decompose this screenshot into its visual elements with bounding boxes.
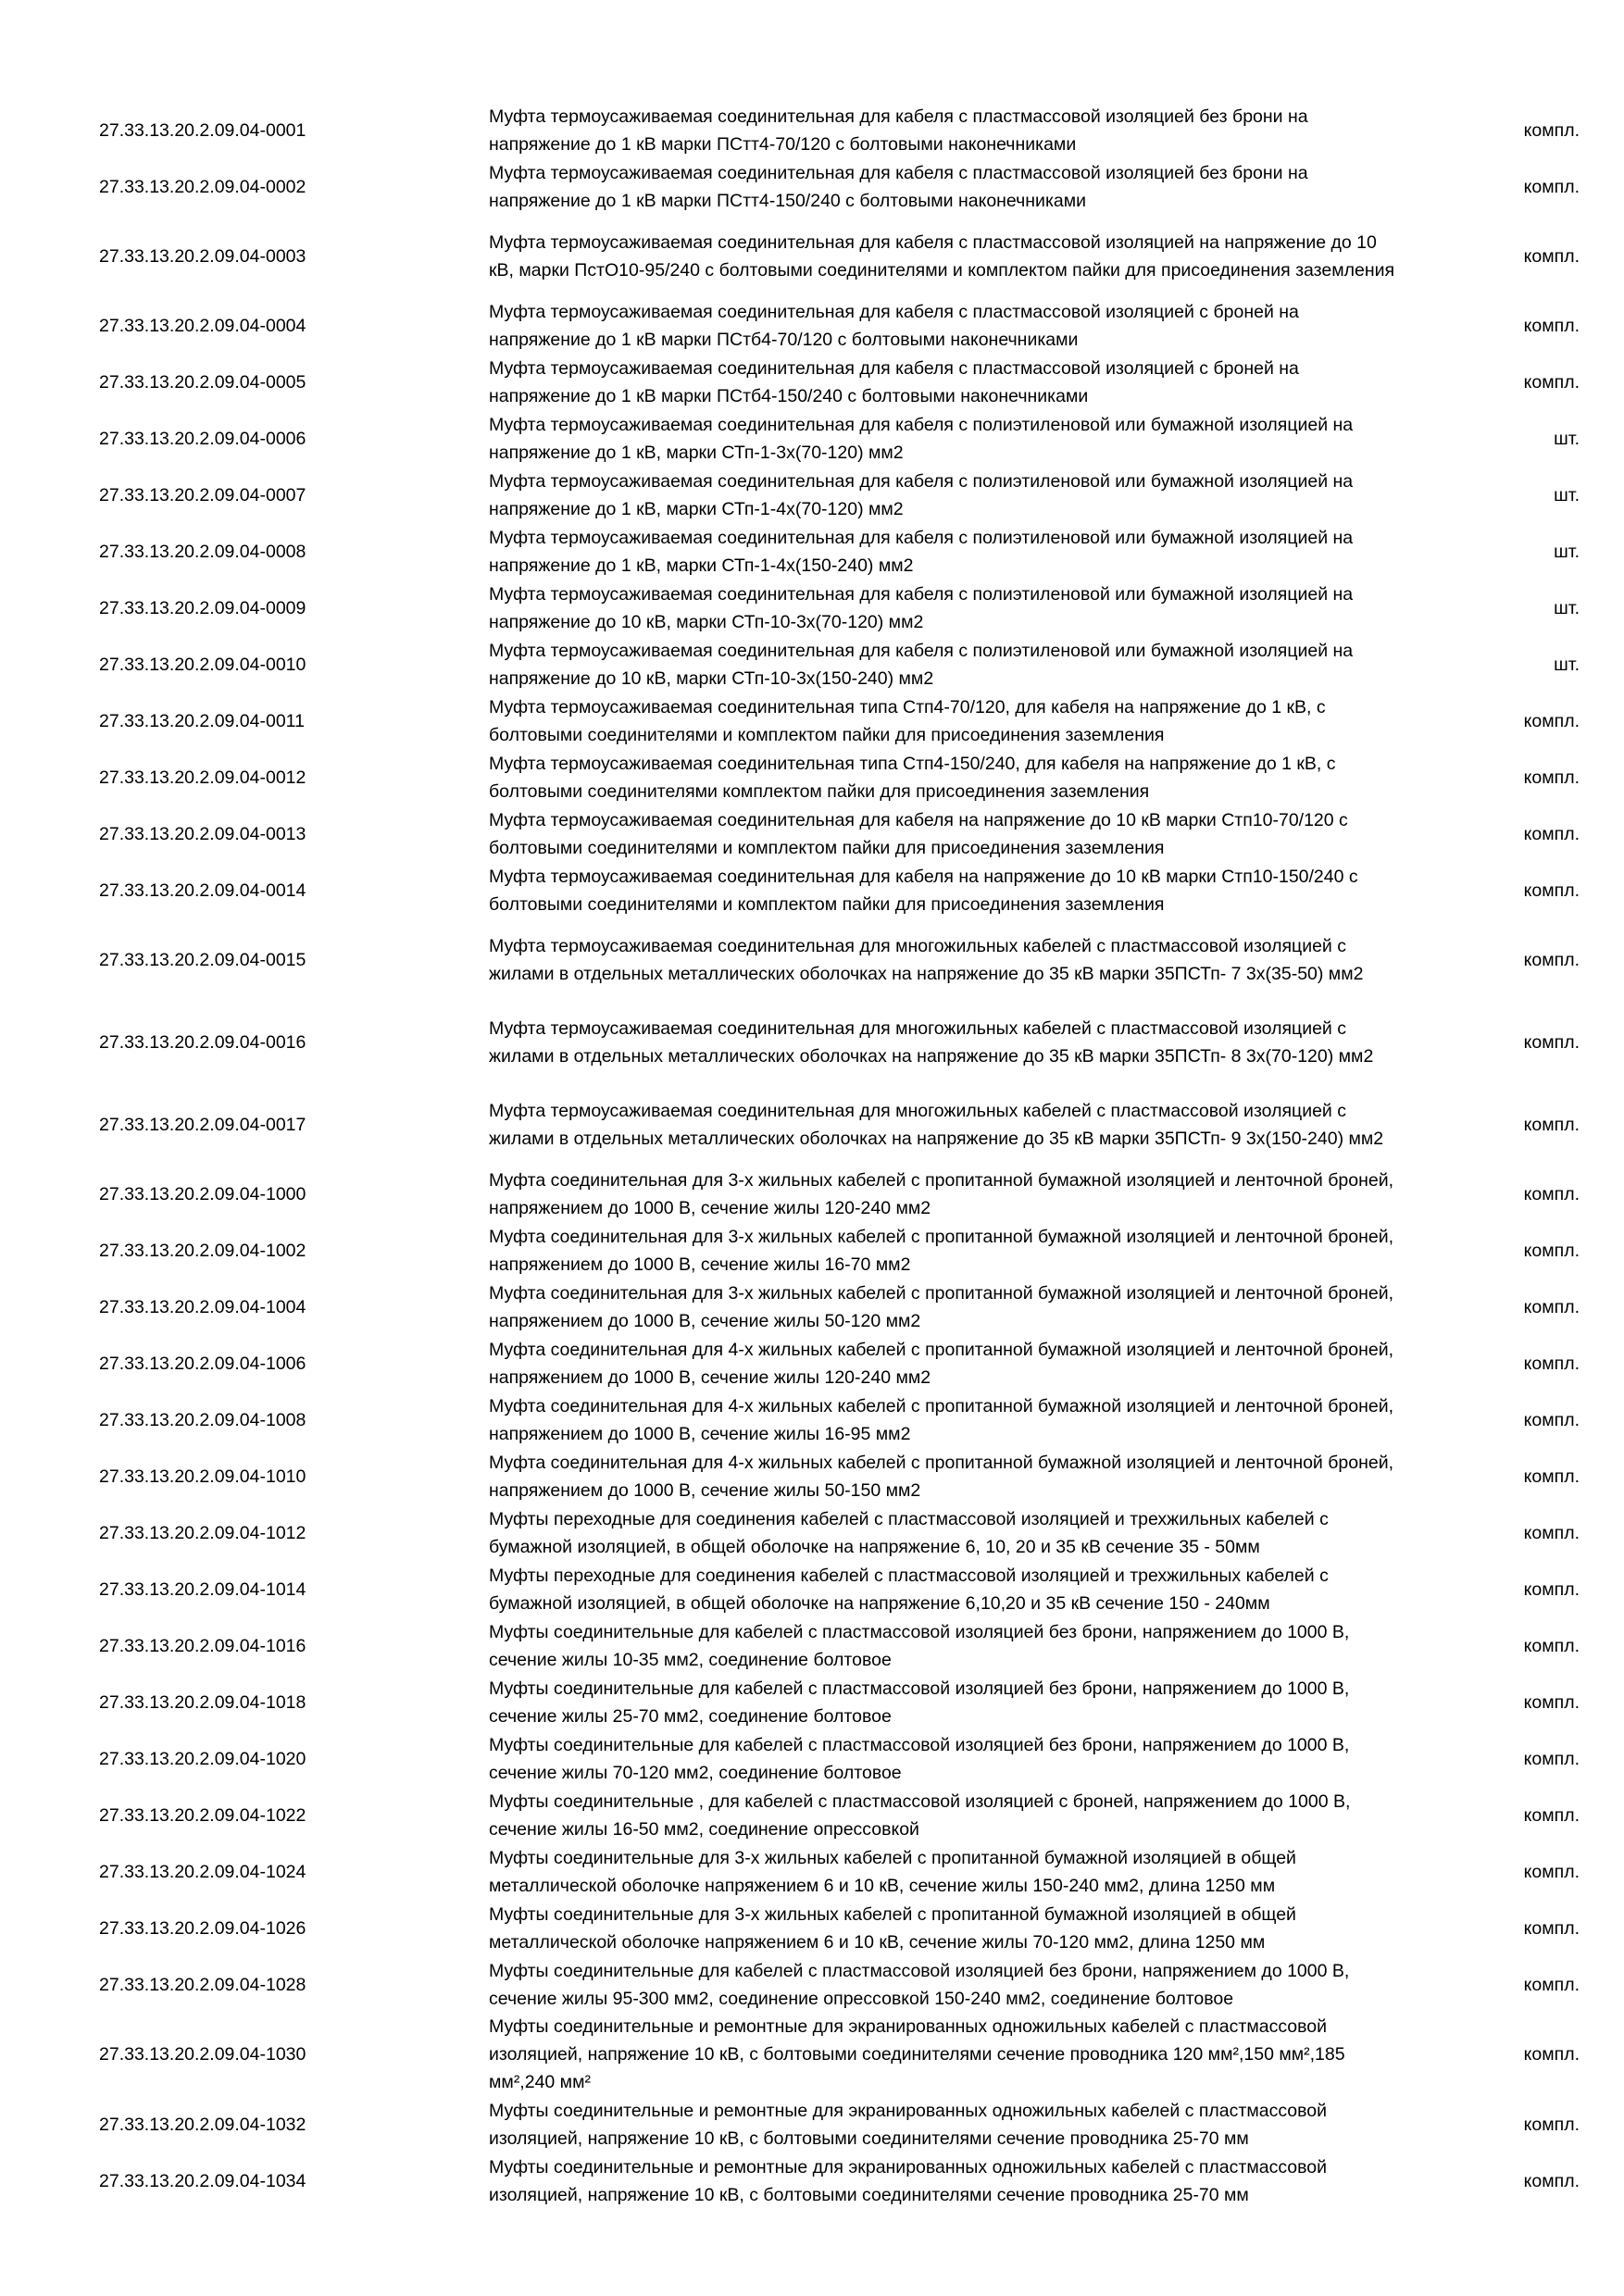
item-unit: компл. (1523, 1296, 1580, 1317)
table-row (0, 1674, 1624, 1730)
item-unit: компл. (1523, 880, 1580, 901)
item-description: Муфта термоусаживаемая соединительная типа Стп4-70/120, для кабеля на напряжение до 1 кВ, с болтовыми соединителями и комплектом пайки для присоединения заземления (489, 696, 1326, 745)
table-row (0, 1617, 1624, 1674)
item-code: 27.33.13.20.2.09.04-1028 (99, 1974, 306, 1995)
table-row (0, 1166, 1624, 1222)
table-row (0, 1956, 1624, 2013)
table-row (0, 693, 1624, 749)
item-description: Муфта термоусаживаемая соединительная для кабеля с полиэтиленовой или бумажной изоляцией на напряжение до 1 кВ, марки СТп-1-4х(70-120) мм2 (489, 470, 1354, 519)
item-description: Муфта термоусаживаемая соединительная для кабеля с пластмассовой изоляцией с броней на напряжение до 1 кВ марки ПСтб4-150/240 с болтовыми наконечниками (489, 357, 1299, 406)
item-unit: компл. (1523, 2114, 1580, 2135)
item-description: Муфта соединительная для 3-х жильных кабелей с пропитанной бумажной изоляцией и ленточной броней, напряжением до 1000 В, сечение жилы 120-240 мм2 (489, 1169, 1394, 1218)
item-description: Муфта соединительная для 4-х жильных кабелей с пропитанной бумажной изоляцией и ленточной броней, напряжением до 1000 В, сечение жилы 50-150 мм2 (489, 1452, 1394, 1501)
item-unit: компл. (1523, 949, 1580, 970)
item-unit: компл. (1523, 1578, 1580, 1600)
table-row (0, 1561, 1624, 1617)
item-unit: компл. (1523, 315, 1580, 336)
table-row (0, 158, 1624, 215)
table-row (0, 2013, 1624, 2096)
item-code: 27.33.13.20.2.09.04-1030 (99, 2044, 306, 2065)
table-row (0, 1391, 1624, 1448)
item-unit: компл. (1523, 1240, 1580, 1261)
item-description: Муфты соединительные для кабелей с пластмассовой изоляцией без брони, напряжением до 1000 В, сечение жилы 25-70 мм2, соединение болтовое (489, 1678, 1350, 1727)
item-unit: компл. (1523, 1183, 1580, 1204)
document-page (0, 102, 1624, 2209)
table-row (0, 636, 1624, 693)
item-unit: компл. (1523, 1691, 1580, 1713)
item-unit: компл. (1523, 1917, 1580, 1939)
item-description: Муфты соединительные и ремонтные для экранированных одножильных кабелей с пластмассовой изоляцией, напряжение 10 кВ, с болтовыми соединителями сечение проводника 25-70 мм (489, 2156, 1328, 2205)
item-description: Муфта соединительная для 3-х жильных кабелей с пропитанной бумажной изоляцией и ленточной броней, напряжением до 1000 В, сечение жилы 16-70 мм2 (489, 1226, 1394, 1275)
catalog-body (0, 102, 1624, 2209)
item-description: Муфта термоусаживаемая соединительная для кабеля на напряжение до 10 кВ марки Стп10-70/120 с болтовыми соединителями и комплектом пайки для присоединения заземления (489, 809, 1348, 858)
table-row (0, 297, 1624, 354)
table-row (0, 1843, 1624, 1900)
item-code: 27.33.13.20.2.09.04-0016 (99, 1031, 306, 1053)
item-code: 27.33.13.20.2.09.04-0010 (99, 654, 306, 675)
item-description: Муфта соединительная для 4-х жильных кабелей с пропитанной бумажной изоляцией и ленточной броней, напряжением до 1000 В, сечение жилы 16-95 мм2 (489, 1395, 1394, 1444)
item-unit: компл. (1523, 176, 1580, 197)
table-row (0, 2152, 1624, 2209)
table-row (0, 1335, 1624, 1391)
item-unit: компл. (1523, 119, 1580, 141)
table-row (0, 1222, 1624, 1279)
item-code: 27.33.13.20.2.09.04-1000 (99, 1183, 306, 1204)
item-unit: компл. (1523, 767, 1580, 788)
table-row (0, 1001, 1624, 1083)
item-code: 27.33.13.20.2.09.04-0011 (99, 710, 305, 731)
item-unit: компл. (1523, 1466, 1580, 1487)
item-code: 27.33.13.20.2.09.04-0004 (99, 315, 306, 336)
table-row (0, 749, 1624, 805)
item-description: Муфта термоусаживаемая соединительная для кабеля с пластмассовой изоляцией на напряжение до 10 кВ, марки ПстО10-95/240 с болтовыми соединителями и комплектом пайки для присоединения заземления (489, 231, 1395, 281)
item-code: 27.33.13.20.2.09.04-1026 (99, 1917, 306, 1939)
table-row (0, 1900, 1624, 1956)
table-row (0, 354, 1624, 410)
item-description: Муфты соединительные для кабелей с пластмассовой изоляцией без брони, напряжением до 1000 В, сечение жилы 70-120 мм2, соединение болтовое (489, 1734, 1350, 1783)
item-code: 27.33.13.20.2.09.04-1002 (99, 1240, 306, 1261)
item-description: Муфта термоусаживаемая соединительная для многожильных кабелей с пластмассовой изоляцией с жилами в отдельных металлических оболочках на напряжение до 35 кВ марки 35ПСТп- 9 3х(150-240) мм2 (489, 1100, 1384, 1149)
item-unit: компл. (1523, 710, 1580, 731)
table-row (0, 410, 1624, 467)
item-unit: шт. (1554, 541, 1580, 562)
item-unit: компл. (1523, 371, 1580, 393)
item-description: Муфты соединительные для 3-х жильных кабелей с пропитанной бумажной изоляцией в общей металлической оболочке напряжением 6 и 10 кВ, сечение жилы 150-240 мм2, длина 1250 мм (489, 1847, 1296, 1896)
item-unit: компл. (1523, 1114, 1580, 1135)
item-code: 27.33.13.20.2.09.04-0008 (99, 541, 306, 562)
item-code: 27.33.13.20.2.09.04-1022 (99, 1804, 306, 1826)
item-description: Муфта термоусаживаемая соединительная для кабеля с пластмассовой изоляцией без брони на напряжение до 1 кВ марки ПСтт4-70/120 с болтовыми наконечниками (489, 106, 1308, 155)
table-row (0, 1083, 1624, 1166)
item-unit: компл. (1523, 823, 1580, 844)
item-unit: шт. (1554, 654, 1580, 675)
item-code: 27.33.13.20.2.09.04-1032 (99, 2114, 306, 2135)
table-row (0, 1787, 1624, 1843)
table-row (0, 467, 1624, 523)
item-unit: компл. (1523, 1522, 1580, 1543)
item-code: 27.33.13.20.2.09.04-1020 (99, 1748, 306, 1769)
item-unit: компл. (1523, 1635, 1580, 1656)
table-row (0, 523, 1624, 580)
table-row (0, 1730, 1624, 1787)
item-description: Муфта термоусаживаемая соединительная для кабеля на напряжение до 10 кВ марки Стп10-150/240 с болтовыми соединителями и комплектом пайки для присоединения заземления (489, 866, 1358, 915)
item-description: Муфты переходные для соединения кабелей с пластмассовой изоляцией и трехжильных кабелей с бумажной изоляцией, в общей оболочке на напряжение 6,10,20 и 35 кВ сечение 150 - 240мм (489, 1565, 1329, 1614)
item-code: 27.33.13.20.2.09.04-1024 (99, 1861, 306, 1882)
item-unit: шт. (1554, 428, 1580, 449)
item-unit: компл. (1523, 2170, 1580, 2191)
item-code: 27.33.13.20.2.09.04-0002 (99, 176, 306, 197)
item-code: 27.33.13.20.2.09.04-0009 (99, 597, 306, 618)
item-code: 27.33.13.20.2.09.04-0014 (99, 880, 306, 901)
item-unit: компл. (1523, 1409, 1580, 1430)
item-code: 27.33.13.20.2.09.04-0012 (99, 767, 306, 788)
item-code: 27.33.13.20.2.09.04-0007 (99, 484, 306, 505)
item-code: 27.33.13.20.2.09.04-0017 (99, 1114, 306, 1135)
item-unit: компл. (1523, 1031, 1580, 1053)
item-description: Муфта термоусаживаемая соединительная для кабеля с полиэтиленовой или бумажной изоляцией на напряжение до 1 кВ, марки СТп-1-4х(150-240) мм2 (489, 527, 1354, 576)
item-code: 27.33.13.20.2.09.04-0003 (99, 245, 306, 267)
item-description: Муфта соединительная для 3-х жильных кабелей с пропитанной бумажной изоляцией и ленточной броней, напряжением до 1000 В, сечение жилы 50-120 мм2 (489, 1282, 1394, 1331)
item-description: Муфты соединительные для 3-х жильных кабелей с пропитанной бумажной изоляцией в общей металлической оболочке напряжением 6 и 10 кВ, сечение жилы 70-120 мм2, длина 1250 мм (489, 1903, 1296, 1953)
item-code: 27.33.13.20.2.09.04-0005 (99, 371, 306, 393)
item-description: Муфты соединительные для кабелей с пластмассовой изоляцией без брони, напряжением до 1000 В, сечение жилы 95-300 мм2, соединение опрессовкой 150-240 мм2, соединение болтовое (489, 1960, 1350, 2009)
item-unit: компл. (1523, 1974, 1580, 1995)
table-row (0, 918, 1624, 1001)
item-unit: компл. (1523, 1861, 1580, 1882)
item-code: 27.33.13.20.2.09.04-1014 (99, 1578, 306, 1600)
item-code: 27.33.13.20.2.09.04-1018 (99, 1691, 306, 1713)
item-code: 27.33.13.20.2.09.04-1010 (99, 1466, 306, 1487)
item-description: Муфты соединительные и ремонтные для экранированных одножильных кабелей с пластмассовой изоляцией, напряжение 10 кВ, с болтовыми соединителями сечение проводника 25-70 мм (489, 2100, 1328, 2149)
item-unit: компл. (1523, 1804, 1580, 1826)
table-row (0, 805, 1624, 862)
table-row (0, 215, 1624, 297)
item-description: Муфта термоусаживаемая соединительная для кабеля с пластмассовой изоляцией с броней на напряжение до 1 кВ марки ПСтб4-70/120 с болтовыми наконечниками (489, 301, 1299, 350)
item-unit: компл. (1523, 2044, 1580, 2065)
item-description: Муфта термоусаживаемая соединительная для многожильных кабелей с пластмассовой изоляцией с жилами в отдельных металлических оболочках на напряжение до 35 кВ марки 35ПСТп- 7 3х(35-50) мм2 (489, 935, 1364, 984)
item-code: 27.33.13.20.2.09.04-1004 (99, 1296, 306, 1317)
item-description: Муфта термоусаживаемая соединительная для кабеля с полиэтиленовой или бумажной изоляцией на напряжение до 10 кВ, марки СТп-10-3х(70-120) мм2 (489, 583, 1354, 632)
item-description: Муфта термоусаживаемая соединительная для многожильных кабелей с пластмассовой изоляцией с жилами в отдельных металлических оболочках на напряжение до 35 кВ марки 35ПСТп- 8 3х(70-120) мм2 (489, 1017, 1374, 1067)
item-description: Муфты переходные для соединения кабелей с пластмассовой изоляцией и трехжильных кабелей с бумажной изоляцией, в общей оболочке на напряжение 6, 10, 20 и 35 кВ сечение 35 - 50мм (489, 1508, 1329, 1557)
item-code: 27.33.13.20.2.09.04-1034 (99, 2170, 306, 2191)
item-code: 27.33.13.20.2.09.04-1006 (99, 1353, 306, 1374)
item-description: Муфта термоусаживаемая соединительная для кабеля с полиэтиленовой или бумажной изоляцией на напряжение до 1 кВ, марки СТп-1-3х(70-120) мм2 (489, 414, 1354, 463)
item-code: 27.33.13.20.2.09.04-1016 (99, 1635, 306, 1656)
table-row (0, 1279, 1624, 1335)
item-description: Муфты соединительные и ремонтные для экранированных одножильных кабелей с пластмассовой изоляцией, напряжение 10 кВ, с болтовыми соединителями сечение проводника 120 мм²,150 мм²,185 мм²,240 мм² (489, 2016, 1345, 2092)
item-unit: шт. (1554, 597, 1580, 618)
item-code: 27.33.13.20.2.09.04-0001 (99, 119, 306, 141)
item-code: 27.33.13.20.2.09.04-0015 (99, 949, 306, 970)
item-description: Муфта термоусаживаемая соединительная для кабеля с полиэтиленовой или бумажной изоляцией на напряжение до 10 кВ, марки СТп-10-3х(150-240) мм2 (489, 640, 1354, 689)
item-unit: компл. (1523, 245, 1580, 267)
item-unit: компл. (1523, 1748, 1580, 1769)
item-description: Муфта соединительная для 4-х жильных кабелей с пропитанной бумажной изоляцией и ленточной броней, напряжением до 1000 В, сечение жилы 120-240 мм2 (489, 1339, 1394, 1388)
item-code: 27.33.13.20.2.09.04-0013 (99, 823, 306, 844)
item-unit: компл. (1523, 1353, 1580, 1374)
item-code: 27.33.13.20.2.09.04-1008 (99, 1409, 306, 1430)
table-row (0, 102, 1624, 158)
item-description: Муфта термоусаживаемая соединительная для кабеля с пластмассовой изоляцией без брони на напряжение до 1 кВ марки ПСтт4-150/240 с болтовыми наконечниками (489, 162, 1308, 211)
item-description: Муфты соединительные для кабелей с пластмассовой изоляцией без брони, напряжением до 1000 В, сечение жилы 10-35 мм2, соединение болтовое (489, 1621, 1350, 1670)
item-unit: шт. (1554, 484, 1580, 505)
item-code: 27.33.13.20.2.09.04-0006 (99, 428, 306, 449)
table-row (0, 2096, 1624, 2152)
table-row (0, 1448, 1624, 1504)
table-row (0, 862, 1624, 918)
table-row (0, 1504, 1624, 1561)
catalog-table (0, 102, 1624, 2209)
item-description: Муфта термоусаживаемая соединительная типа Стп4-150/240, для кабеля на напряжение до 1 кВ, с болтовыми соединителями комплектом пайки для присоединения заземления (489, 753, 1336, 802)
table-row (0, 580, 1624, 636)
item-description: Муфты соединительные , для кабелей с пластмассовой изоляцией с броней, напряжением до 1000 В, сечение жилы 16-50 мм2, соединение опрессовкой (489, 1791, 1351, 1840)
item-code: 27.33.13.20.2.09.04-1012 (99, 1522, 306, 1543)
